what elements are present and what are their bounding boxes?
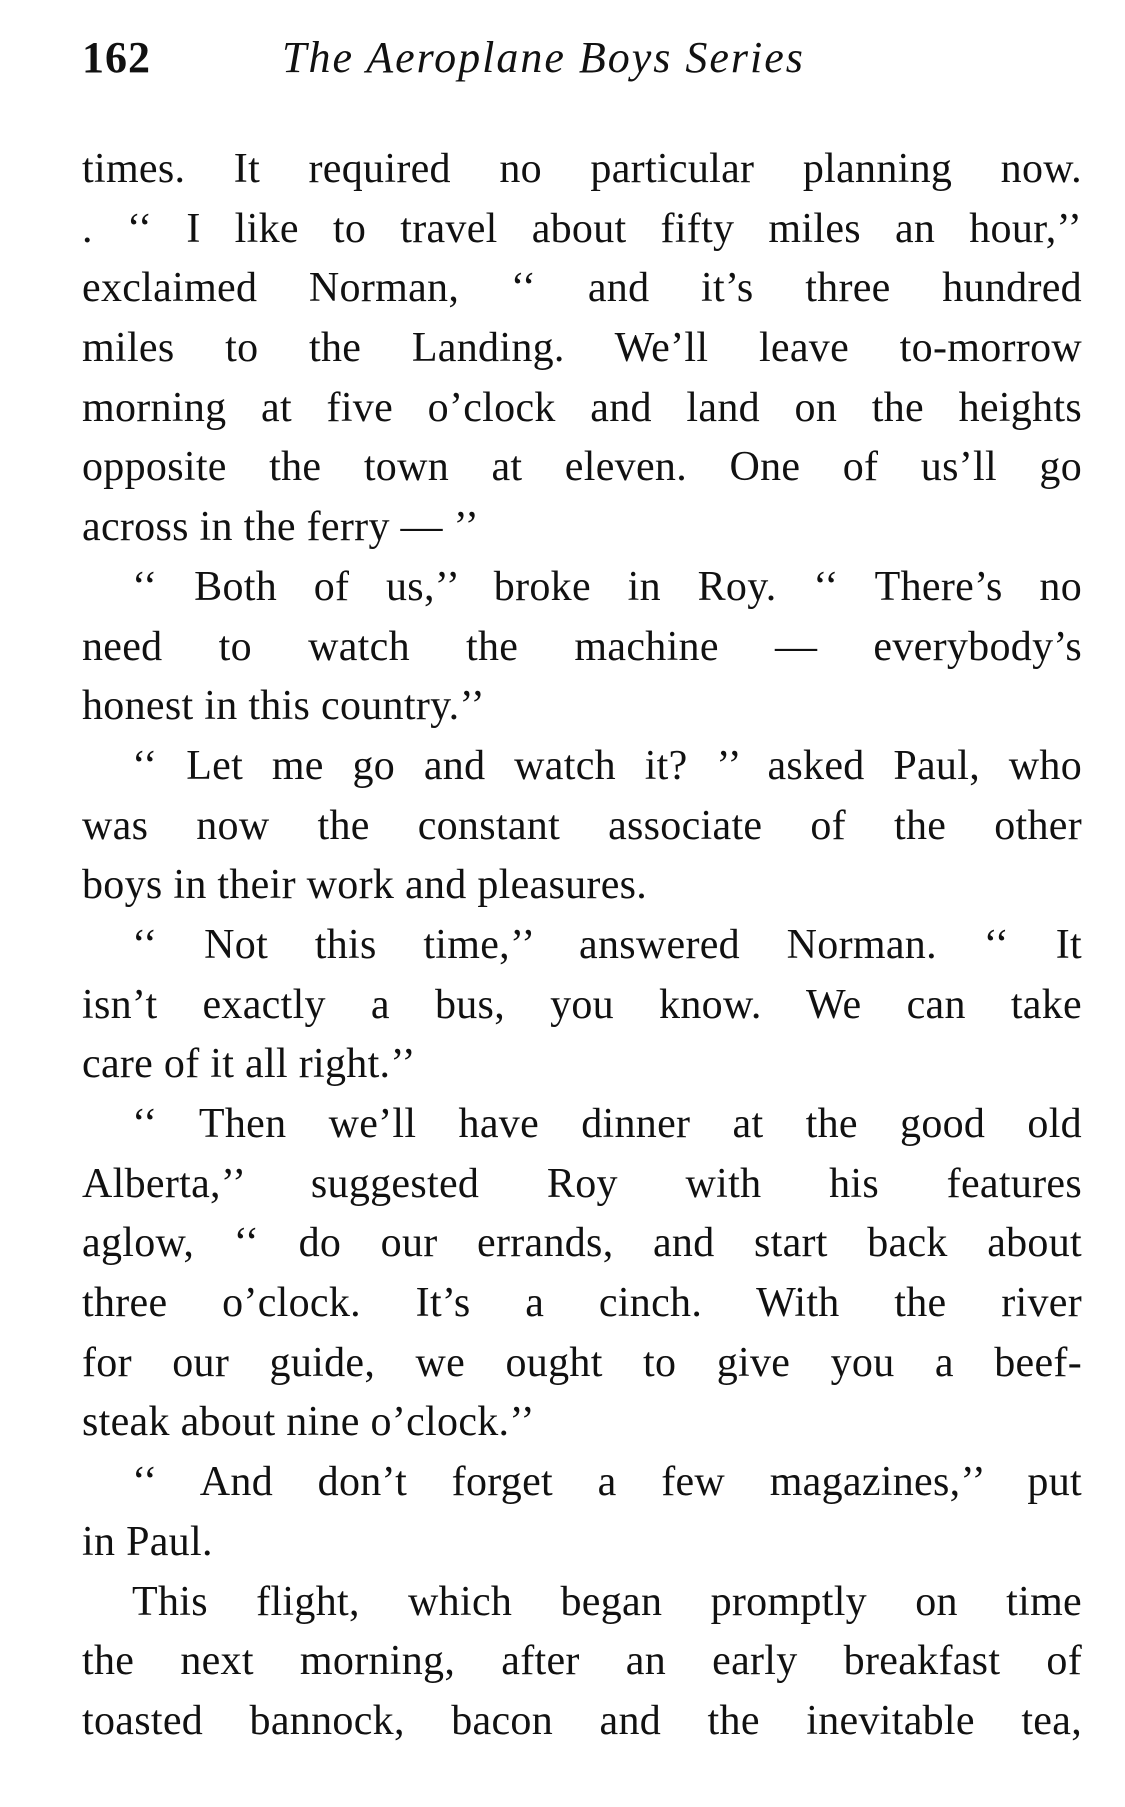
text-line: ‘‘ Not this time,’’ answered Norman. ‘‘ It: [132, 921, 1082, 968]
text-line: the next morning, after an early breakfast of: [82, 1638, 1082, 1685]
text-line: across in the ferry — ’’: [82, 504, 480, 551]
page-number: 162: [82, 33, 151, 82]
text-line: opposite the town at eleven. One of us’ll go: [82, 444, 1082, 491]
text-line: isn’t exactly a bus, you know. We can take: [82, 981, 1082, 1028]
text-line: This flight, which began promptly on time: [132, 1578, 1082, 1625]
text-line: in Paul.: [82, 1518, 213, 1565]
text-line: exclaimed Norman, ‘‘ and it’s three hundred: [82, 265, 1082, 312]
text-line: times. It required no particular planning now.: [82, 146, 1082, 192]
text-line: miles to the Landing. We’ll leave to-morrow: [82, 325, 1082, 372]
text-line: aglow, ‘‘ do our errands, and start back about: [82, 1220, 1082, 1267]
text-line: Alberta,’’ suggested Roy with his features: [82, 1160, 1082, 1207]
running-title: The Aeroplane Boys Series: [282, 33, 805, 82]
running-head: [82, 24, 882, 94]
text-line: . ‘‘ I like to travel about fifty miles an hour,’’: [82, 205, 1082, 252]
text-line: honest in this country.’’: [82, 683, 485, 730]
body-text: [82, 140, 1082, 1752]
text-line: ‘‘ Let me go and watch it? ’’ asked Paul, who: [132, 742, 1082, 789]
text-line: was now the constant associate of the other: [82, 802, 1082, 849]
text-line: for our guide, we ought to give you a beef-: [82, 1339, 1082, 1386]
text-line: morning at five o’clock and land on the heights: [82, 384, 1082, 431]
text-line: need to watch the machine — everybody’s: [82, 623, 1082, 670]
text-line: three o’clock. It’s a cinch. With the river: [82, 1280, 1082, 1327]
text-line: ‘‘ Then we’ll have dinner at the good old: [132, 1101, 1082, 1147]
text-line: ‘‘ And don’t forget a few magazines,’’ put: [132, 1459, 1082, 1506]
text-line: ‘‘ Both of us,’’ broke in Roy. ‘‘ There’s no: [132, 563, 1082, 610]
text-line: care of it all right.’’: [82, 1041, 416, 1088]
text-line: boys in their work and pleasures.: [82, 862, 648, 909]
text-line: steak about nine o’clock.’’: [82, 1399, 535, 1446]
text-line: toasted bannock, bacon and the inevitable tea,: [82, 1697, 1082, 1744]
